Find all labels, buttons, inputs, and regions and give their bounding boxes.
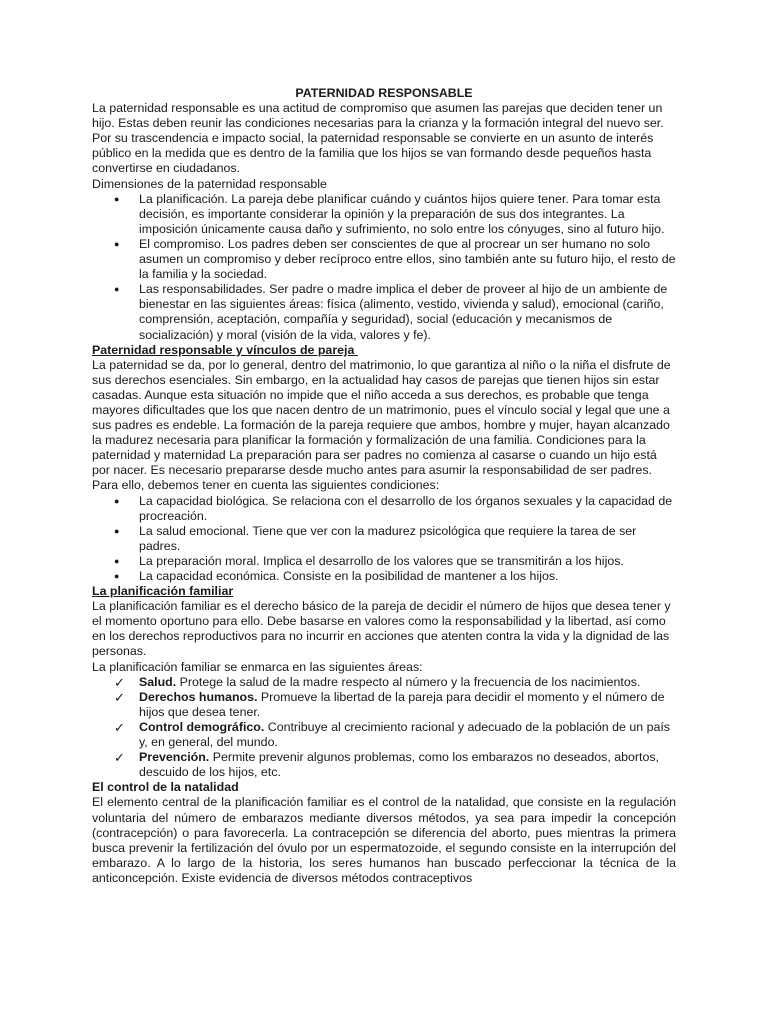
bullet-icon: ●: [114, 571, 120, 581]
area-term: Control demográfico.: [139, 719, 265, 734]
vinculos-paragraph: La paternidad se da, por lo general, dentro del matrimonio, lo que garantiza al niño o la niña el disfrute de sus derechos esenciales. Sin embargo, en la actualidad hay casos de parejas que tienen hijos sin estar casadas. Aunque esta situación no impide que el niño acceda a sus derechos, es probable que tenga mayores dificultades que los que nacen dentro de un matrimonio, pues el vínculo social y legal que une a sus padres es endeble. La formación de la pareja requiere que ambos, hombre y mujer, hayan alcanzado la madurez necesaria para planificar la formación y formalización de una familia. Condiciones para la paternidad y maternidad La preparación para ser padres no comienza al casarse o cuando un hijo está por nacer. Es necesario prepararse desde mucho antes para asumir la responsabilidad de ser padres.: [92, 357, 671, 478]
area-text: Protege la salud de la madre respecto al número y la frecuencia de los nacimientos.: [176, 674, 641, 689]
list-item: [92, 494, 676, 524]
list-item: [92, 192, 676, 237]
list-item-text: La capacidad económica. Consiste en la posibilidad de mantener a los hijos.: [139, 569, 559, 583]
bullet-icon: ●: [114, 555, 120, 566]
list-item-text: El compromiso. Los padres deben ser conscientes de que al procrear un ser humano no solo asumen un compromiso y deber recíproco entre ellos, sino también ante su futuro hijo, el resto de la familia y la sociedad.: [139, 236, 676, 282]
list-item: [92, 282, 676, 342]
list-item: [92, 675, 676, 690]
area-text: Contribuye al crecimiento racional y adecuado de la población de un país y, en general, del mundo.: [139, 719, 670, 750]
area-term: Derechos humanos.: [139, 689, 258, 704]
bullet-icon: ●: [114, 284, 120, 295]
area-term: Prevención.: [139, 750, 210, 765]
document-title: PATERNIDAD RESPONSABLE: [295, 86, 473, 100]
list-item-text: La salud emocional. Tiene que ver con la madurez psicológica que requiere la tarea de ser padres.: [139, 523, 637, 553]
list-item: [92, 237, 676, 282]
list-item-text: La capacidad biológica. Se relaciona con el desarrollo de los órganos sexuales y la capacidad de procreación.: [139, 493, 673, 523]
conditions-label: Para ello, debemos tener en cuenta las siguientes condiciones:: [92, 478, 440, 493]
dimensions-list: [92, 192, 676, 343]
checkmark-icon: ✓: [114, 689, 125, 705]
document-page: [92, 86, 676, 886]
list-item: [92, 690, 676, 720]
intro-paragraph: La paternidad responsable es una actitud de compromiso que asumen las parejas que deciden tener un hijo. Estas deben reunir las condiciones necesarias para la crianza y la formación integral del nuevo ser. Por su trascendencia e impacto social, la paternidad responsable se convierte en un asunto de interés público en la medida que es dentro de la familia que los hijos se van formando desde pequeños hasta convertirse en ciudadanos.: [92, 101, 664, 176]
bullet-icon: ●: [114, 495, 120, 506]
checkmark-icon: ✓: [114, 719, 125, 735]
natalidad-paragraph: El elemento central de la planificación familiar es el control de la natalidad, que consiste en la regulación voluntaria del número de embarazos mediante diversos métodos, ya sea para impedir la concepción (contracepción) o para favorecerla. La contracepción se diferencia del aborto, pues mientras la primera busca prevenir la fertilización del óvulo por un espermatozoide, el segundo consiste en la interrupción del embarazo. A lo largo de la historia, los seres humanos han buscado perfeccionar la técnica de la anticoncepción. Existe evidencia de diversos métodos contraceptivos: [92, 795, 676, 885]
bullet-icon: ●: [114, 193, 120, 204]
planificacion-paragraph: La planificación familiar es el derecho básico de la pareja de decidir el número de hijos que desea tener y el momento oportuno para ello. Debe basarse en valores como la responsabilidad y la libertad, así como en los derechos reproductivos para no incurrir en acciones que atenten contra la vida y la dignidad de las personas.: [92, 599, 671, 659]
section-heading-natalidad: El control de la natalidad: [92, 780, 239, 795]
bullet-icon: ●: [114, 525, 120, 536]
list-item-text: La planificación. La pareja debe planificar cuándo y cuántos hijos quiere tener. Para tomar esta decisión, es importante considerar la opinión y la preparación de sus dos integrantes. La imposición únicamente causa daño y sufrimiento, no solo entre los cónyuges, sino al futuro hijo.: [139, 191, 665, 236]
list-item: [92, 720, 676, 750]
section-heading-planificacion: La planificación familiar: [92, 584, 234, 599]
conditions-list: [92, 494, 676, 585]
area-text: Promueve la libertad de la pareja para decidir el momento y el número de hijos que desea tener.: [139, 689, 665, 719]
areas-label: La planificación familiar se enmarca en las siguientes áreas:: [92, 659, 423, 674]
bullet-icon: ●: [114, 238, 120, 249]
areas-list: [92, 675, 676, 781]
area-term: Salud.: [139, 674, 177, 689]
list-item-text: La preparación moral. Implica el desarrollo de los valores que se transmitirán a los hijos.: [139, 553, 624, 568]
section-heading-vinculos: Paternidad responsable y vínculos de pareja: [92, 342, 358, 357]
area-text: Permite prevenir algunos problemas, como los embarazos no deseados, abortos, descuido de los hijos, etc.: [139, 750, 659, 780]
list-item-text: Las responsabilidades. Ser padre o madre implica el deber de proveer al hijo de un ambiente de bienestar en las siguientes áreas: física (alimento, vestido, vivienda y salud), emocional (cariño, comprensión, aceptación, compañía y seguridad), social (educación y mecanismos de socialización) y moral (visión de la vida, valores y fe).: [139, 282, 668, 342]
list-item: [92, 554, 676, 569]
list-item: [92, 524, 676, 554]
checkmark-icon: ✓: [114, 750, 125, 766]
checkmark-icon: ✓: [114, 674, 125, 690]
list-item: [92, 569, 676, 584]
list-item: [92, 750, 676, 780]
dimensions-label: Dimensiones de la paternidad responsable: [92, 176, 327, 191]
